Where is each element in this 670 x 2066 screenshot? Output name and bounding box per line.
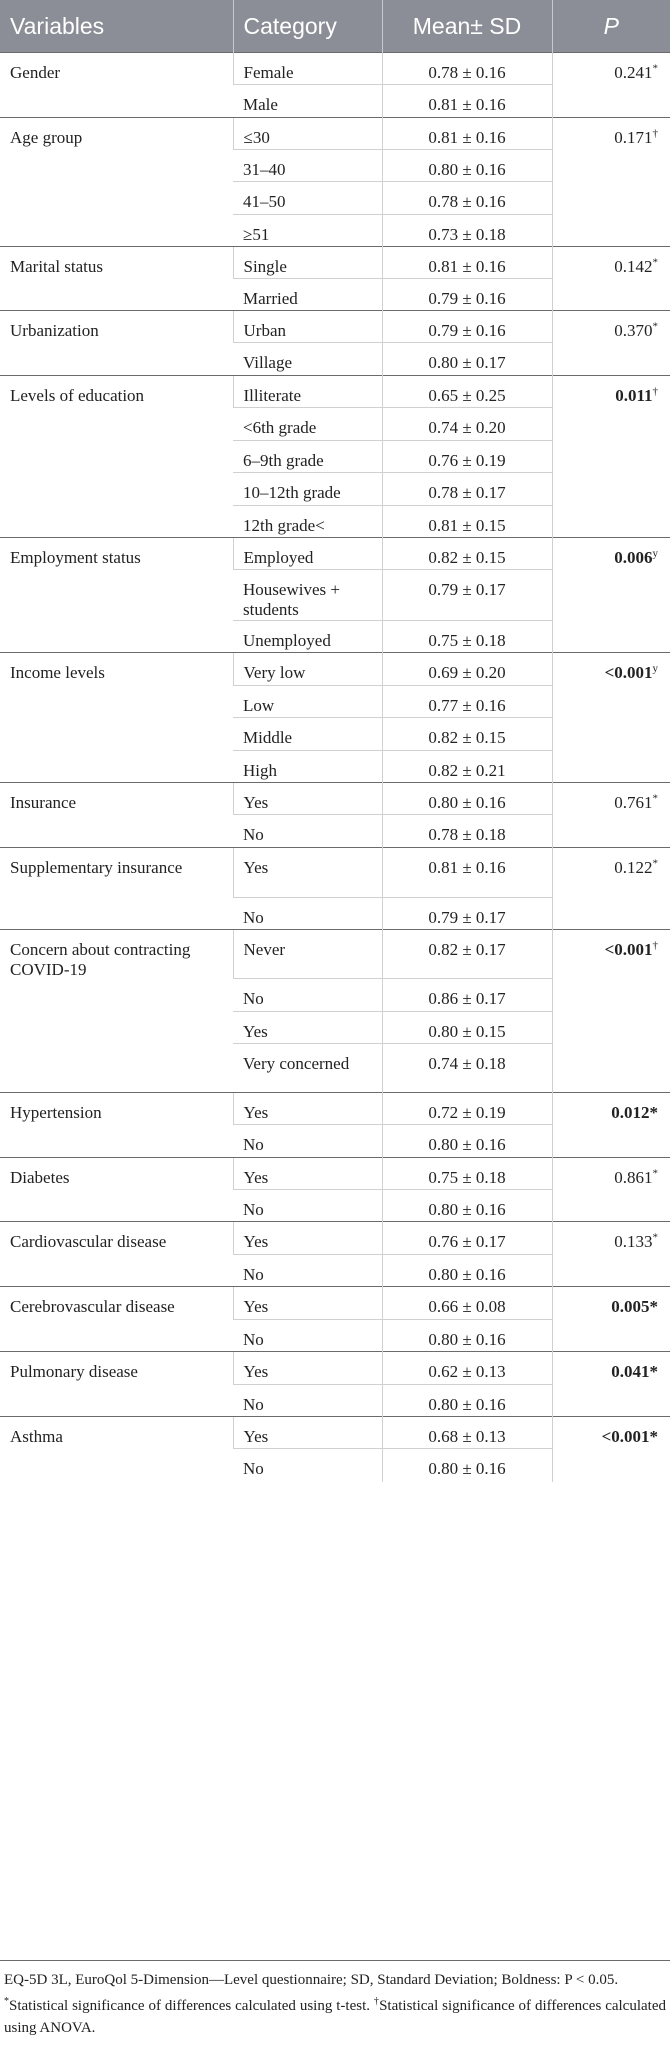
mean-sd-cell: 0.82 ± 0.17 — [382, 930, 552, 979]
category-cell: Yes — [233, 1093, 382, 1125]
header-p: P — [552, 0, 670, 53]
variable-cell: Marital status — [0, 247, 233, 311]
p-value-cell — [552, 247, 670, 311]
mean-sd-cell: 0.80 ± 0.16 — [382, 783, 552, 815]
category-cell: 31–40 — [233, 150, 382, 182]
p-value: <0.001 — [604, 940, 653, 959]
category-cell: Yes — [233, 848, 382, 898]
p-value-cell — [552, 1158, 670, 1222]
category-cell: 6–9th grade — [233, 441, 382, 473]
header-category: Category — [233, 0, 382, 53]
variable-cell: Income levels — [0, 653, 233, 783]
p-value: 0.241 — [614, 63, 653, 82]
category-cell: Never — [233, 930, 382, 979]
p-value: 0.142 — [614, 257, 653, 276]
mean-sd-cell: 0.80 ± 0.16 — [382, 1385, 552, 1417]
table-row — [0, 1352, 670, 1385]
variable-cell: Age group — [0, 118, 233, 247]
header-variables: Variables — [0, 0, 233, 53]
category-cell: Yes — [233, 1287, 382, 1320]
p-value-cell — [552, 1417, 670, 1482]
category-cell: Low — [233, 686, 382, 718]
p-value: 0.012* — [611, 1103, 658, 1122]
table-header — [0, 0, 670, 53]
category-cell: Yes — [233, 783, 382, 815]
table-row — [0, 376, 670, 408]
mean-sd-cell: 0.66 ± 0.08 — [382, 1287, 552, 1320]
mean-sd-cell: 0.79 ± 0.17 — [382, 570, 552, 621]
p-mark: † — [652, 127, 658, 140]
category-cell: Male — [233, 85, 382, 118]
p-mark: † — [652, 939, 658, 952]
category-cell: <6th grade — [233, 408, 382, 441]
mean-sd-cell: 0.79 ± 0.16 — [382, 279, 552, 311]
p-value-cell — [552, 538, 670, 653]
table-footnotes — [0, 1960, 670, 2039]
category-cell: Illiterate — [233, 376, 382, 408]
table-row — [0, 53, 670, 85]
p-value-cell — [552, 653, 670, 783]
p-mark: y — [652, 547, 658, 560]
category-cell: Yes — [233, 1417, 382, 1449]
variable-cell: Cerebrovascular disease — [0, 1287, 233, 1352]
category-cell: Housewives + students — [233, 570, 382, 621]
mean-sd-cell: 0.81 ± 0.16 — [382, 85, 552, 118]
category-cell: Middle — [233, 718, 382, 751]
variable-cell: Asthma — [0, 1417, 233, 1482]
p-value: 0.122 — [614, 858, 653, 877]
mean-sd-cell: 0.73 ± 0.18 — [382, 215, 552, 247]
mean-sd-cell: 0.82 ± 0.21 — [382, 751, 552, 783]
mean-sd-cell: 0.72 ± 0.19 — [382, 1093, 552, 1125]
mean-sd-cell: 0.81 ± 0.16 — [382, 848, 552, 898]
mean-sd-cell: 0.80 ± 0.17 — [382, 343, 552, 376]
category-cell: Yes — [233, 1352, 382, 1385]
p-value-cell — [552, 848, 670, 930]
header-row — [0, 0, 670, 53]
p-value: 0.005* — [611, 1297, 658, 1316]
mean-sd-cell: 0.76 ± 0.19 — [382, 441, 552, 473]
mean-sd-cell: 0.77 ± 0.16 — [382, 686, 552, 718]
footnote-abbreviations: EQ-5D 3L, EuroQol 5-Dimension—Level questionnaire; SD, Standard Deviation; Boldness: P < 0.05. — [4, 1972, 619, 1988]
p-mark: * — [652, 1231, 658, 1244]
footnote-anova: Statistical significance of differences calculated using ANOVA. — [4, 1998, 666, 2036]
category-cell: 41–50 — [233, 182, 382, 215]
p-mark: * — [652, 792, 658, 805]
table-row — [0, 1287, 670, 1320]
p-mark: † — [652, 385, 658, 398]
p-value: <0.001 — [604, 663, 653, 682]
category-cell: ≥51 — [233, 215, 382, 247]
table-row — [0, 783, 670, 815]
p-mark: y — [652, 662, 658, 675]
p-value: 0.370 — [614, 321, 653, 340]
table-row — [0, 247, 670, 279]
category-cell: No — [233, 815, 382, 848]
category-cell: No — [233, 1125, 382, 1158]
footnote-ttest: Statistical significance of differences calculated using t-test. — [9, 1998, 374, 2014]
category-cell: Yes — [233, 1222, 382, 1255]
mean-sd-cell: 0.82 ± 0.15 — [382, 718, 552, 751]
p-value-cell — [552, 118, 670, 247]
category-cell: No — [233, 898, 382, 930]
table-row — [0, 1158, 670, 1190]
table-row — [0, 118, 670, 150]
mean-sd-cell: 0.82 ± 0.15 — [382, 538, 552, 570]
variable-cell: Employment status — [0, 538, 233, 653]
variable-cell: Concern about contracting COVID-19 — [0, 930, 233, 1093]
variable-cell: Cardiovascular disease — [0, 1222, 233, 1287]
variable-cell: Levels of education — [0, 376, 233, 538]
mean-sd-cell: 0.68 ± 0.13 — [382, 1417, 552, 1449]
mean-sd-cell: 0.69 ± 0.20 — [382, 653, 552, 686]
category-cell: Village — [233, 343, 382, 376]
category-cell: Single — [233, 247, 382, 279]
variable-cell: Insurance — [0, 783, 233, 848]
mean-sd-cell: 0.81 ± 0.15 — [382, 506, 552, 538]
p-mark: * — [652, 320, 658, 333]
p-mark: * — [652, 857, 658, 870]
mean-sd-cell: 0.75 ± 0.18 — [382, 621, 552, 653]
category-cell: No — [233, 1190, 382, 1222]
category-cell: 12th grade< — [233, 506, 382, 538]
mean-sd-cell: 0.74 ± 0.18 — [382, 1044, 552, 1093]
table-row — [0, 538, 670, 570]
mean-sd-cell: 0.65 ± 0.25 — [382, 376, 552, 408]
p-value-cell — [552, 930, 670, 1093]
variable-cell: Gender — [0, 53, 233, 118]
category-cell: ≤30 — [233, 118, 382, 150]
table-row — [0, 848, 670, 898]
mean-sd-cell: 0.86 ± 0.17 — [382, 979, 552, 1012]
mean-sd-cell: 0.79 ± 0.16 — [382, 311, 552, 343]
table-body — [0, 53, 670, 1482]
p-value-cell — [552, 783, 670, 848]
p-value: <0.001* — [601, 1427, 658, 1446]
ttest-mark: * — [4, 1996, 9, 2007]
mean-sd-cell: 0.80 ± 0.16 — [382, 1320, 552, 1352]
category-cell: No — [233, 1255, 382, 1287]
table-row — [0, 1417, 670, 1449]
mean-sd-cell: 0.62 ± 0.13 — [382, 1352, 552, 1385]
mean-sd-cell: 0.78 ± 0.17 — [382, 473, 552, 506]
p-value: 0.171 — [614, 128, 653, 147]
category-cell: Yes — [233, 1158, 382, 1190]
mean-sd-cell: 0.74 ± 0.20 — [382, 408, 552, 441]
mean-sd-cell: 0.78 ± 0.16 — [382, 182, 552, 215]
p-value-cell — [552, 1352, 670, 1417]
mean-sd-cell: 0.80 ± 0.16 — [382, 1255, 552, 1287]
p-mark: * — [652, 256, 658, 269]
category-cell: Yes — [233, 1012, 382, 1044]
mean-sd-cell: 0.79 ± 0.17 — [382, 898, 552, 930]
category-cell: Female — [233, 53, 382, 85]
category-cell: High — [233, 751, 382, 783]
p-value-cell — [552, 1287, 670, 1352]
p-value-cell — [552, 1222, 670, 1287]
p-value: 0.761 — [614, 793, 653, 812]
table-row — [0, 653, 670, 686]
p-mark: * — [652, 1167, 658, 1180]
category-cell: No — [233, 1320, 382, 1352]
category-cell: Employed — [233, 538, 382, 570]
p-value: 0.133 — [614, 1232, 653, 1251]
variable-cell: Hypertension — [0, 1093, 233, 1158]
mean-sd-cell: 0.80 ± 0.16 — [382, 1125, 552, 1158]
mean-sd-cell: 0.78 ± 0.18 — [382, 815, 552, 848]
p-mark: * — [652, 62, 658, 75]
category-cell: No — [233, 1449, 382, 1482]
mean-sd-cell: 0.81 ± 0.16 — [382, 118, 552, 150]
mean-sd-cell: 0.75 ± 0.18 — [382, 1158, 552, 1190]
mean-sd-cell: 0.80 ± 0.16 — [382, 150, 552, 182]
mean-sd-cell: 0.80 ± 0.16 — [382, 1449, 552, 1482]
anova-mark: † — [373, 1996, 380, 2007]
category-cell: 10–12th grade — [233, 473, 382, 506]
table-row — [0, 1093, 670, 1125]
variable-cell: Diabetes — [0, 1158, 233, 1222]
category-cell: Very low — [233, 653, 382, 686]
p-value-cell — [552, 1093, 670, 1158]
table-row — [0, 930, 670, 979]
mean-sd-cell: 0.78 ± 0.16 — [382, 53, 552, 85]
p-value: 0.041* — [611, 1362, 658, 1381]
p-value: 0.011 — [615, 386, 653, 405]
header-mean-sd: Mean± SD — [382, 0, 552, 53]
mean-sd-cell: 0.80 ± 0.16 — [382, 1190, 552, 1222]
category-cell: No — [233, 979, 382, 1012]
p-value-cell — [552, 53, 670, 118]
mean-sd-cell: 0.76 ± 0.17 — [382, 1222, 552, 1255]
mean-sd-cell: 0.81 ± 0.16 — [382, 247, 552, 279]
variable-cell: Urbanization — [0, 311, 233, 376]
category-cell: Urban — [233, 311, 382, 343]
p-value: 0.861 — [614, 1168, 653, 1187]
category-cell: No — [233, 1385, 382, 1417]
p-value-cell — [552, 311, 670, 376]
variable-cell: Pulmonary disease — [0, 1352, 233, 1417]
mean-sd-cell: 0.80 ± 0.15 — [382, 1012, 552, 1044]
table-row — [0, 311, 670, 343]
variable-cell: Supplementary insurance — [0, 848, 233, 930]
table-row — [0, 1222, 670, 1255]
p-value-cell — [552, 376, 670, 538]
category-cell: Unemployed — [233, 621, 382, 653]
category-cell: Married — [233, 279, 382, 311]
p-value: 0.006 — [614, 548, 653, 567]
footnote-tests — [0, 1991, 670, 2039]
category-cell: Very concerned — [233, 1044, 382, 1093]
